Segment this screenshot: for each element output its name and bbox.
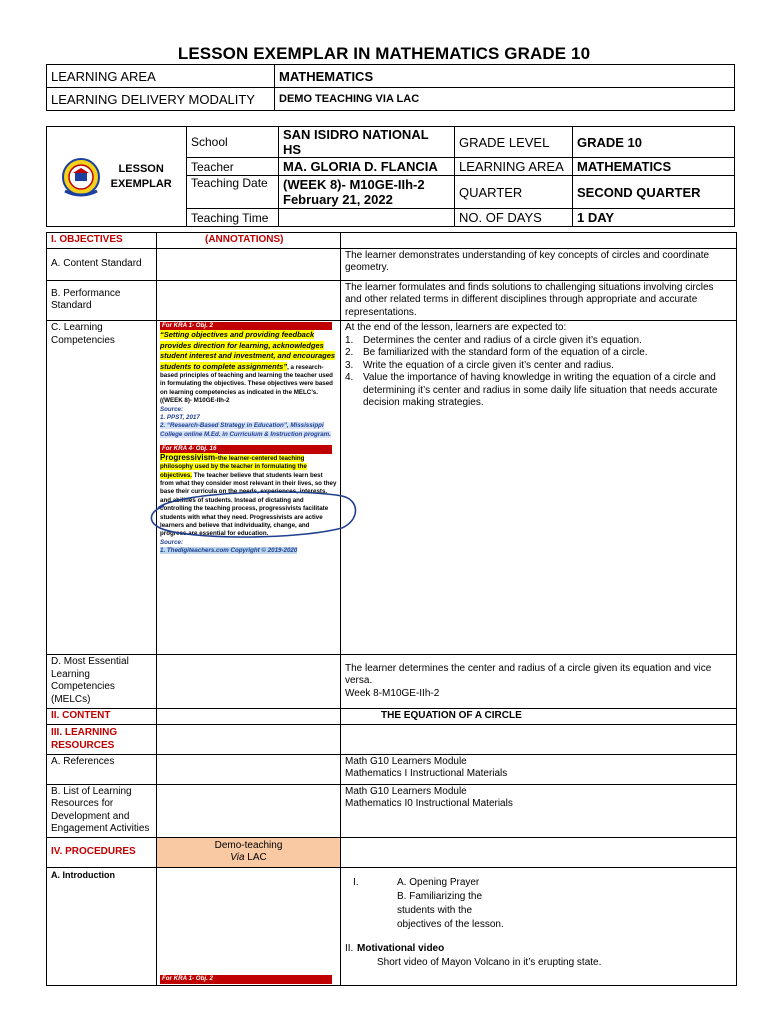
grade-level-value: GRADE 10 — [573, 127, 735, 158]
annotation-term-rest: the learner-centered teaching philosophy used by the teacher in formulating the objectives. — [160, 454, 307, 479]
teaching-date-day: February 21, 2022 — [283, 192, 393, 207]
competency-number: 4. — [345, 372, 354, 383]
teaching-date-week: (WEEK 8)- M10GE-IIh-2 — [283, 177, 425, 192]
quarter-label: QUARTER — [455, 176, 573, 209]
performance-standard-text: The learner formulates and finds solutions to challenging situations involving circles and other related terms in different disciplines through appropriate and accurate representations. — [341, 280, 737, 321]
header-table — [46, 64, 735, 111]
familiarizing-line-3: objectives of the lesson. — [397, 918, 504, 930]
resource-list-annotation — [157, 784, 341, 837]
lesson-exemplar-line2: EXEMPLAR — [110, 177, 172, 190]
competency-item — [345, 335, 732, 348]
introduction-content — [341, 867, 737, 985]
demo-teaching-label: Demo-teaching — [214, 839, 283, 851]
school-label: School — [187, 127, 279, 158]
lesson-exemplar-label — [111, 162, 172, 192]
content-standard-annotation — [157, 248, 341, 280]
learning-area-label: LEARNING AREA — [47, 65, 275, 88]
content-standard-text: The learner demonstrates understanding of key concepts of circles and coordinate geometry. — [341, 248, 737, 280]
procedures-empty — [341, 837, 737, 867]
competency-text: Be familiarized with the standard form of the equation of a circle. — [363, 347, 648, 358]
competency-number: 2. — [345, 347, 354, 358]
annotation-quote-start: “Setting objectives and providing feedback — [160, 330, 315, 340]
lac-text: LAC — [247, 852, 267, 863]
annotation-body: , a research-based principles of teaching and learning the teacher used in formulating the objectives. These objectives were based on learning competencies as indicated in the MELC’s. ((WEEK 8)- M10GE-IIh-2 — [160, 363, 333, 405]
resource-list-content — [341, 784, 737, 837]
no-of-days-label: NO. OF DAYS — [455, 209, 573, 227]
references-label: A. References — [47, 754, 157, 784]
logo-cell — [47, 127, 187, 227]
resource-item: Math G10 Learners Module — [345, 785, 467, 797]
performance-standard-annotation — [157, 280, 341, 321]
info-learning-area-label: LEARNING AREA — [455, 158, 573, 176]
annotation-term: Progressivism- — [160, 452, 218, 462]
lesson-table — [46, 232, 737, 986]
familiarizing-line-2: students with the — [397, 904, 473, 916]
learning-resources-annotation — [157, 724, 341, 754]
competency-text: Determines the center and radius of a circle given it’s equation. — [363, 334, 642, 346]
roman-numeral-1: I. — [353, 876, 359, 888]
teacher-label: Teacher — [187, 158, 279, 176]
teaching-date-label: Teaching Date — [187, 176, 279, 209]
lesson-exemplar-line1: LESSON — [118, 162, 164, 175]
learning-competencies-content — [341, 321, 737, 655]
info-table — [46, 126, 735, 227]
no-of-days-value: 1 DAY — [573, 209, 735, 227]
via-text: Via — [230, 852, 245, 863]
annotation-quote-rest: provides direction for learning, acknowledges student interest and investment, and encourages students to complete assignments” — [160, 340, 336, 371]
melc-annotation — [157, 655, 341, 709]
kra-banner: For KRA 4- Obj. 16 — [160, 445, 332, 453]
kra-banner: For KRA 1- Obj. 2 — [160, 975, 332, 983]
motivational-video-text: Short video of Mayon Volcano in it’s erupting state. — [377, 956, 602, 968]
learning-competencies-intro: At the end of the lesson, learners are expected to: — [345, 322, 567, 333]
competency-item — [345, 372, 732, 410]
competency-list — [345, 335, 732, 410]
teacher-value: MA. GLORIA D. FLANCIA — [279, 158, 455, 176]
resource-list-label: B. List of Learning Resources for Development and Engagement Activities — [47, 784, 157, 837]
teaching-date-value — [279, 176, 455, 209]
resource-item: Mathematics I0 Instructional Materials — [345, 798, 513, 809]
annotation-source-2: 2. “Research-Based Strategy in Education”, Mississippi College online M.Ed. in Curriculum & Instruction program. — [160, 422, 331, 438]
content-standard-label: A. Content Standard — [47, 248, 157, 280]
learning-resources-heading: III. LEARNING RESOURCES — [47, 724, 157, 754]
annotation-kra1-intro — [160, 975, 337, 983]
modality-label: LEARNING DELIVERY MODALITY — [47, 88, 275, 111]
objectives-empty-cell — [341, 233, 737, 249]
procedures-demo-cell — [157, 837, 341, 867]
roman-numeral-2: II. — [345, 942, 354, 954]
teaching-time-label: Teaching Time — [187, 209, 279, 227]
introduction-annotation — [157, 867, 341, 985]
melc-content — [341, 655, 737, 709]
annotation-body: The teacher believe that students learn best from what they consider most relevant in their lives, so they base their curricula on the needs, experiences, interests, and abilities of students. Instead of dictating and controlling the teaching process, progressivists facilitate students with what they need. Progressivists are active learners and believe that individuality, change, and progress are essential for education. — [160, 471, 337, 538]
annotation-source-1: 1. PPST, 2017 — [160, 414, 200, 422]
references-annotation — [157, 754, 341, 784]
annotation-source-1: 1. Thedigiteachers.com Copyright © 2019-2020 — [160, 547, 298, 555]
competency-text: Value the importance of having knowledge in writing the equation of a circle and determining it’s center and radius in some daily life situation that needs accurate decision making strategies. — [363, 372, 718, 408]
learning-area-value: MATHEMATICS — [275, 65, 735, 88]
content-annotation — [157, 709, 341, 725]
content-heading: II. CONTENT — [47, 709, 157, 725]
annotation-source-label: Source: — [160, 405, 184, 413]
teaching-time-value — [279, 209, 455, 227]
procedures-heading: IV. PROCEDURES — [47, 837, 157, 867]
annotation-kra1 — [160, 322, 337, 439]
learning-competencies-annotation — [157, 321, 341, 655]
competency-text: Write the equation of a circle given it’s center and radius. — [363, 359, 614, 371]
familiarizing-line-1: B. Familiarizing the — [397, 890, 483, 902]
melc-label: D. Most Essential Learning Competencies (MELCs) — [47, 655, 157, 709]
introduction-steps — [345, 871, 732, 968]
reference-item: Math G10 Learners Module — [345, 755, 467, 767]
via-lac-label — [161, 852, 336, 865]
competency-number: 1. — [345, 334, 354, 346]
melc-code: Week 8-M10GE-IIh-2 — [345, 687, 440, 699]
references-content — [341, 754, 737, 784]
page-title: LESSON EXEMPLAR IN MATHEMATICS GRADE 10 — [177, 44, 591, 63]
kra-banner: For KRA 1- Obj. 2 — [160, 322, 332, 330]
reference-item: Mathematics I Instructional Materials — [345, 768, 508, 779]
objectives-heading: I. OBJECTIVES — [47, 233, 157, 249]
melc-text: The learner determines the center and radius of a circle given its equation and vice versa. — [345, 662, 712, 687]
grade-level-label: GRADE LEVEL — [455, 127, 573, 158]
info-learning-area-value: MATHEMATICS — [573, 158, 735, 176]
competency-number: 3. — [345, 359, 354, 371]
annotation-kra4 — [160, 445, 337, 555]
learning-resources-empty — [341, 724, 737, 754]
learning-competencies-label: C. Learning Competencies — [47, 321, 157, 655]
modality-value: DEMO TEACHING VIA LAC — [275, 88, 735, 111]
quarter-value: SECOND QUARTER — [573, 176, 735, 209]
content-title: THE EQUATION OF A CIRCLE — [341, 709, 737, 725]
school-seal-icon — [61, 157, 101, 197]
motivational-video-heading: Motivational video — [357, 942, 445, 954]
annotations-heading: (ANNOTATIONS) — [157, 233, 341, 249]
competency-item — [345, 347, 732, 360]
annotation-source-label: Source: — [160, 538, 184, 546]
introduction-label: A. Introduction — [47, 867, 157, 985]
performance-standard-label: B. Performance Standard — [47, 280, 157, 321]
school-value: SAN ISIDRO NATIONAL HS — [279, 127, 455, 158]
competency-item — [345, 360, 732, 373]
opening-prayer: A. Opening Prayer — [397, 876, 480, 888]
